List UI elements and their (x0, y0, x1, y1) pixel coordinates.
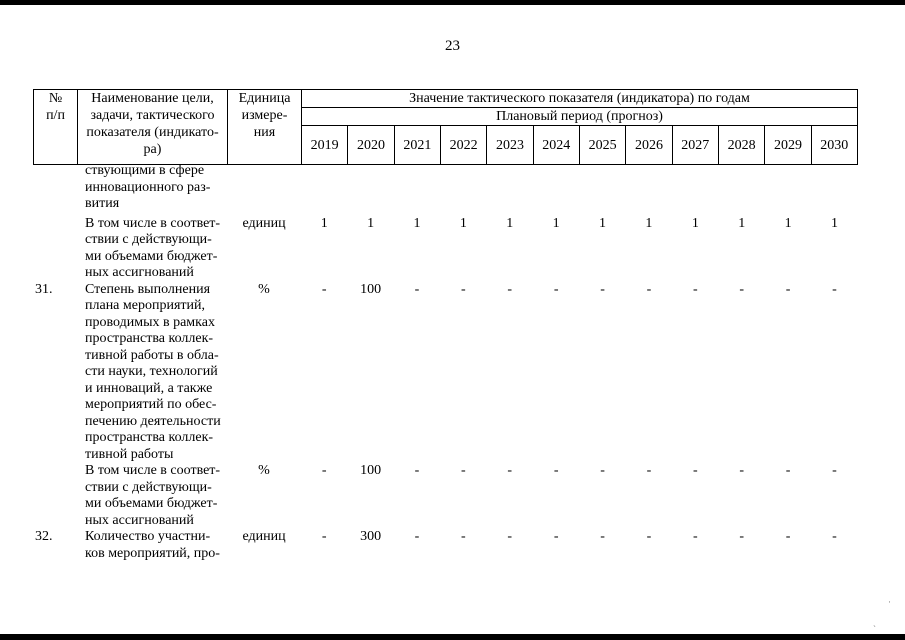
bottom-border-bar (0, 634, 905, 640)
row-value: - (832, 529, 837, 544)
row-value: - (553, 463, 559, 478)
row-name-line: ми объемами бюджет- (85, 496, 218, 511)
row-value: 1 (320, 215, 328, 231)
row-value: - (507, 463, 513, 478)
row-value: - (461, 281, 466, 297)
row-value: - (507, 529, 513, 544)
header-year: 2028 (718, 126, 764, 165)
row-name-line: Степень выполнения (85, 281, 211, 297)
row-name-line: ков мероприятий, про- (85, 545, 220, 561)
row-value: 1 (459, 215, 467, 231)
header-year: 2021 (394, 126, 440, 165)
row-value: - (553, 281, 559, 297)
row-name (77, 163, 227, 213)
row-name-line: инновационного раз- (85, 179, 211, 195)
row-value: - (321, 281, 327, 297)
row-value: 1 (738, 215, 746, 231)
row-name-line: печению деятельности (85, 413, 221, 429)
table-row (33, 282, 858, 464)
row-value: 1 (830, 215, 838, 231)
row-value: - (692, 529, 698, 544)
row-number: 31. (35, 281, 53, 297)
row-value: 300 (360, 529, 382, 544)
row-value: - (414, 529, 420, 544)
table-body (33, 163, 858, 583)
row-name-line: ных ассигнований (85, 265, 194, 280)
row-unit: единиц (242, 529, 286, 544)
header-year: 2020 (348, 126, 394, 165)
row-value: - (461, 463, 466, 478)
row-name (77, 216, 227, 282)
row-value: - (785, 529, 791, 544)
row-value: 1 (784, 215, 792, 231)
row-value: - (600, 463, 605, 478)
row-value: 100 (360, 463, 382, 478)
row-value: - (321, 529, 327, 544)
row-value: - (553, 529, 559, 544)
header-year: 2025 (579, 126, 625, 165)
row-value: 1 (413, 215, 421, 231)
table-row (33, 163, 858, 213)
row-unit: % (258, 463, 270, 478)
row-name-line: ствии с действующи- (85, 479, 212, 495)
row-value: - (600, 529, 605, 544)
header-year: 2027 (672, 126, 718, 165)
page-number: 23 (445, 38, 460, 54)
header-num-cell: № п/п (34, 90, 78, 165)
row-value: 1 (506, 215, 514, 231)
table-header (33, 89, 858, 163)
row-value: 100 (360, 281, 382, 297)
row-value: - (785, 281, 791, 297)
row-value: - (646, 463, 652, 478)
scan-speck: ˎ (873, 617, 876, 627)
row-name (77, 463, 227, 529)
scan-speck: · (888, 597, 891, 607)
row-value: - (692, 281, 698, 297)
row-name-line: ных ассигнований (85, 512, 194, 528)
row-name-line: ствии с действующи- (85, 232, 212, 247)
row-name (77, 282, 227, 464)
row-value: 1 (367, 215, 375, 231)
row-name-line: плана мероприятий, (85, 298, 205, 313)
row-value: - (739, 281, 745, 297)
row-value: - (507, 281, 513, 297)
row-name-line: и инноваций, а также (85, 380, 213, 396)
row-values (301, 463, 858, 480)
row-value: - (739, 463, 745, 478)
header-year: 2029 (765, 126, 811, 165)
header-values-title: Значение тактического показателя (индикатора) по годам (302, 90, 858, 108)
row-value: - (692, 463, 698, 478)
header-table (33, 89, 858, 165)
row-name-line: проводимых в рамках (85, 314, 215, 330)
row-name-line: пространства коллек- (85, 331, 214, 346)
row-number: 32. (35, 529, 53, 544)
row-name-line: пространства коллек- (85, 430, 214, 445)
row-name-line: Количество участни- (85, 529, 211, 544)
table-row (33, 529, 858, 562)
row-value: 1 (552, 215, 560, 231)
row-value: - (646, 529, 652, 544)
row-name-line: тивной работы (85, 446, 174, 462)
header-year: 2023 (487, 126, 533, 165)
row-values (301, 216, 858, 233)
row-unit: % (258, 281, 270, 297)
row-value: - (832, 463, 837, 478)
row-name-line: В том числе в соответ- (85, 215, 221, 231)
header-year: 2024 (533, 126, 579, 165)
row-name-line: ствующими в сфере (85, 163, 205, 178)
row-value: 1 (599, 215, 607, 231)
row-name-line: тивной работы в обла- (85, 347, 219, 363)
row-value: 1 (691, 215, 699, 231)
row-value: - (600, 281, 605, 297)
row-name (77, 529, 227, 562)
row-name-line: ми объемами бюджет- (85, 248, 218, 264)
row-value: - (832, 281, 837, 297)
row-value: - (646, 281, 652, 297)
row-name-line: вития (85, 196, 120, 211)
row-value: - (785, 463, 791, 478)
row-value: - (321, 463, 327, 478)
row-value: - (414, 281, 420, 297)
header-year: 2030 (811, 126, 857, 165)
header-unit-cell: Единица измере- ния (228, 90, 302, 165)
row-value: - (461, 529, 466, 544)
row-name-line: мероприятий по обес- (85, 397, 217, 412)
row-name-line: сти науки, технологий (85, 364, 218, 379)
top-border-bar (0, 0, 905, 5)
row-values (301, 282, 858, 299)
row-name-line: В том числе в соответ- (85, 463, 221, 478)
header-year: 2026 (626, 126, 672, 165)
header-name-cell: Наименование цели, задачи, тактического показателя (индикато- ра) (78, 90, 228, 165)
row-unit: единиц (242, 215, 286, 231)
header-plan-period: Плановый период (прогноз) (302, 108, 858, 126)
table-row (33, 216, 858, 282)
row-value: 1 (645, 215, 653, 231)
row-values (301, 529, 858, 546)
header-year: 2019 (302, 126, 348, 165)
header-year: 2022 (440, 126, 486, 165)
table-row (33, 463, 858, 529)
row-value: - (739, 529, 745, 544)
row-value: - (414, 463, 420, 478)
